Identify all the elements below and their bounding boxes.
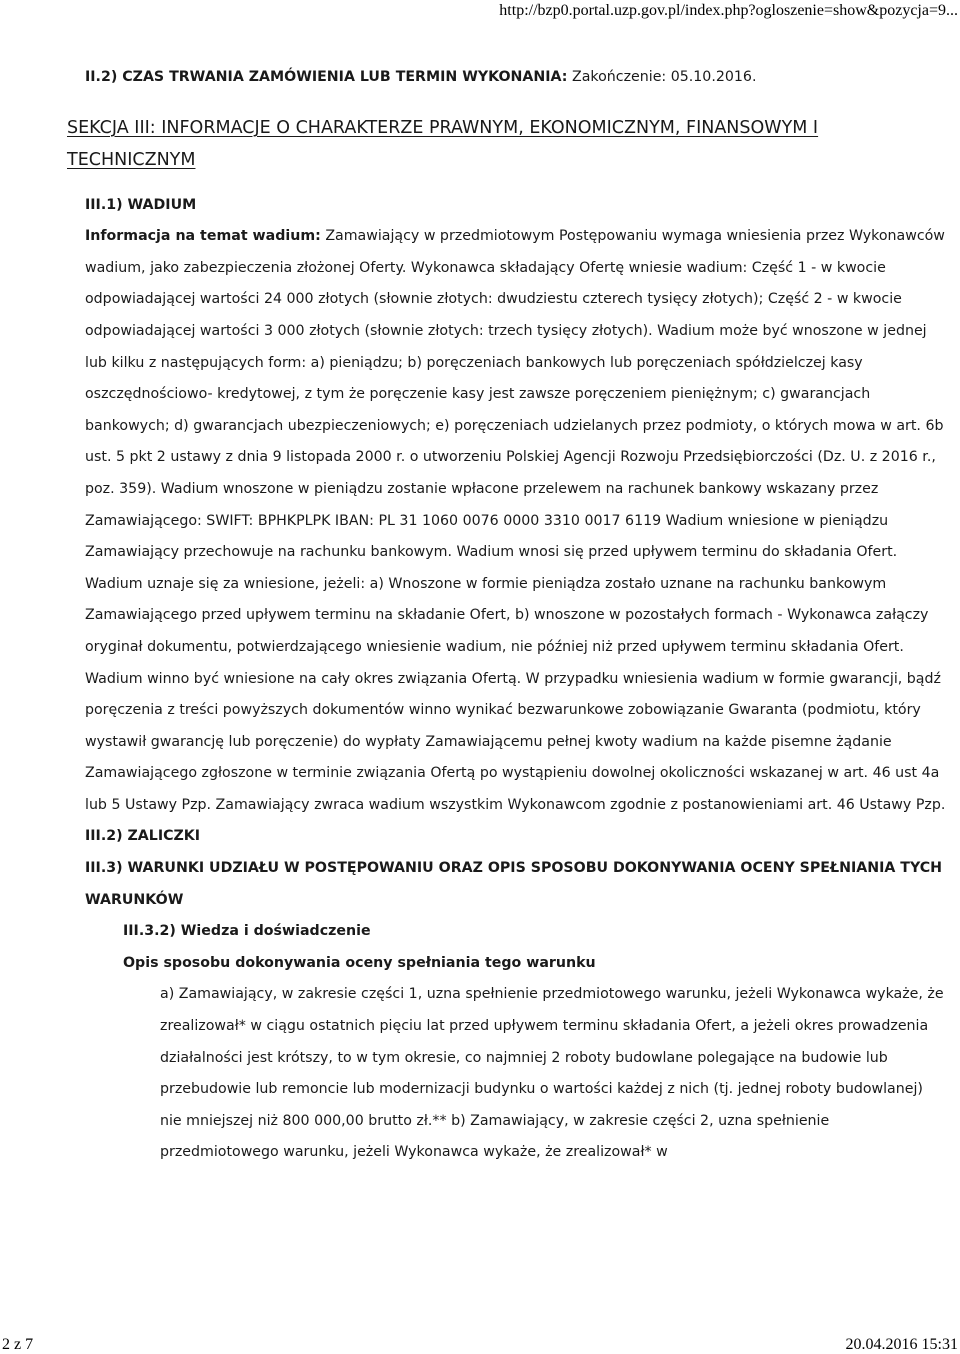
opis-heading: Opis sposobu dokonywania oceny spełniania tego warunku (123, 954, 596, 971)
section-iii-title: SEKCJA III: INFORMACJE O CHARAKTERZE PRAWNYM, EKONOMICZNYM, FINANSOWYM I TECHNICZNYM (67, 117, 819, 170)
print-datetime: 20.04.2016 15:31 (845, 1336, 958, 1353)
section-ii2-label: II.2) CZAS TRWANIA ZAMÓWIENIA LUB TERMIN WYKONANIA: (85, 69, 568, 85)
section-iii32-heading: III.3.2) Wiedza i doświadczenie (123, 923, 371, 940)
section-ii2-value: Zakończenie: 05.10.2016. (571, 69, 757, 85)
document-body (67, 62, 947, 1169)
page-url: http://bzp0.portal.uzp.gov.pl/index.php?ogloszenie=show&pozycja=9... (499, 2, 958, 19)
wadium-info-text: Zamawiający w przedmiotowym Postępowaniu wymaga wniesienia przez Wykonawców wadium, jako zabezpieczenia złożonej Oferty. Wykonawca składający Ofertę wniesie wadium: Część 1 - w kwocie odpowiadającej wartości 24 000 złotych (słownie złotych: dwudziestu czterech tysięcy złotych); Część 2 - w kwocie odpowiadającej wartości 3 000 złotych (słownie złotych: trzech tysięcy złotych). Wadium może być wnoszone w jednej lub kilku z następujących form: a) pieniądzu; b) poręczeniach bankowych lub poręczeniach spółdzielczej kasy oszczędnościowo- kredytowej, z tym że poręczenie kasy jest zawsze poręczeniem pieniężnym; c) gwarancjach bankowych; d) gwarancjach ubezpieczeniowych; e) poręczeniach udzielanych przez podmioty, o których mowa w art. 6b ust. 5 pkt 2 ustawy z dnia 9 listopada 2000 r. o utworzeniu Polskiej Agencji Rozwoju Przedsiębiorczości (Dz. U. z 2016 r., poz. 359). Wadium wnoszone w pieniądzu zostanie wpłacone przelewem na rachunek bankowy wskazany przez Zamawiającego: SWIFT: BPHKPLPK IBAN: PL 31 1060 0076 0000 3310 0017 6119 Wadium wniesione w pieniądzu Zamawiający przechowuje na rachunku bankowym. Wadium wnosi się przed upływem terminu do składania Ofert. Wadium uznaje się za wniesione, jeżeli: a) Wnoszone w formie pieniądza zostało uznane na rachunku bankowym Zamawiającego przed upływem terminu na składanie Ofert, b) wnoszone w pozostałych formach - Wykonawca załączy oryginał dokumentu, potwierdzającego wniesienie wadium, nie później niż przed upływem terminu składania Ofert. Wadium winno być wniesione na cały okres związania Ofertą. W przypadku wniesienia wadium w formie gwarancji, bądź poręczenia z treści powyższych dokumentów winno wynikać bezwarunkowe zobowiązanie Gwaranta (podmiotu, który wystawił gwarancję lub poręczenie) do wypłaty Zamawiającemu pełnej kwoty wadium na każde pisemne żądanie Zamawiającego zgłoszone w terminie związania Ofertą po wystąpieniu dowolnej okoliczności wskazanej w art. 46 ust 4a lub 5 Ustawy Pzp. Zamawiający zwraca wadium wszystkim Wykonawcom zgodnie z postanowieniami art. 46 Ustawy Pzp. (85, 228, 946, 813)
section-iii1-heading: III.1) WADIUM (85, 196, 197, 213)
page-number: 2 z 7 (2, 1336, 34, 1353)
section-ii2 (85, 62, 947, 94)
section-iii3-heading: III.3) WARUNKI UDZIAŁU W POSTĘPOWANIU ORAZ OPIS SPOSOBU DOKONYWANIA OCENY SPEŁNIANIA TYCH WARUNKÓW (85, 860, 943, 908)
wadium-info-label: Informacja na temat wadium: (85, 228, 321, 245)
opis-text: a) Zamawiający, w zakresie części 1, uzna spełnienie przedmiotowego warunku, jeżeli Wykonawca wykaże, że zrealizował* w ciągu ostatnich pięciu lat przed upływem terminu składania Ofert, a jeżeli okres prowadzenia działalności jest krótszy, to w tym okresie, co najmniej 2 roboty budowlane polegające na budowie lub przebudowie lub remoncie lub modernizacji budynku o wartości każdej z nich (tj. jednej roboty budowlanej) nie mniejszej niż 800 000,00 brutto zł.** b) Zamawiający, w zakresie części 2, uzna spełnienie przedmiotowego warunku, jeżeli Wykonawca wykaże, że zrealizował* w (160, 986, 944, 1161)
section-iii2-heading: III.2) ZALICZKI (85, 828, 201, 845)
section-iii1-paragraph (85, 221, 947, 821)
